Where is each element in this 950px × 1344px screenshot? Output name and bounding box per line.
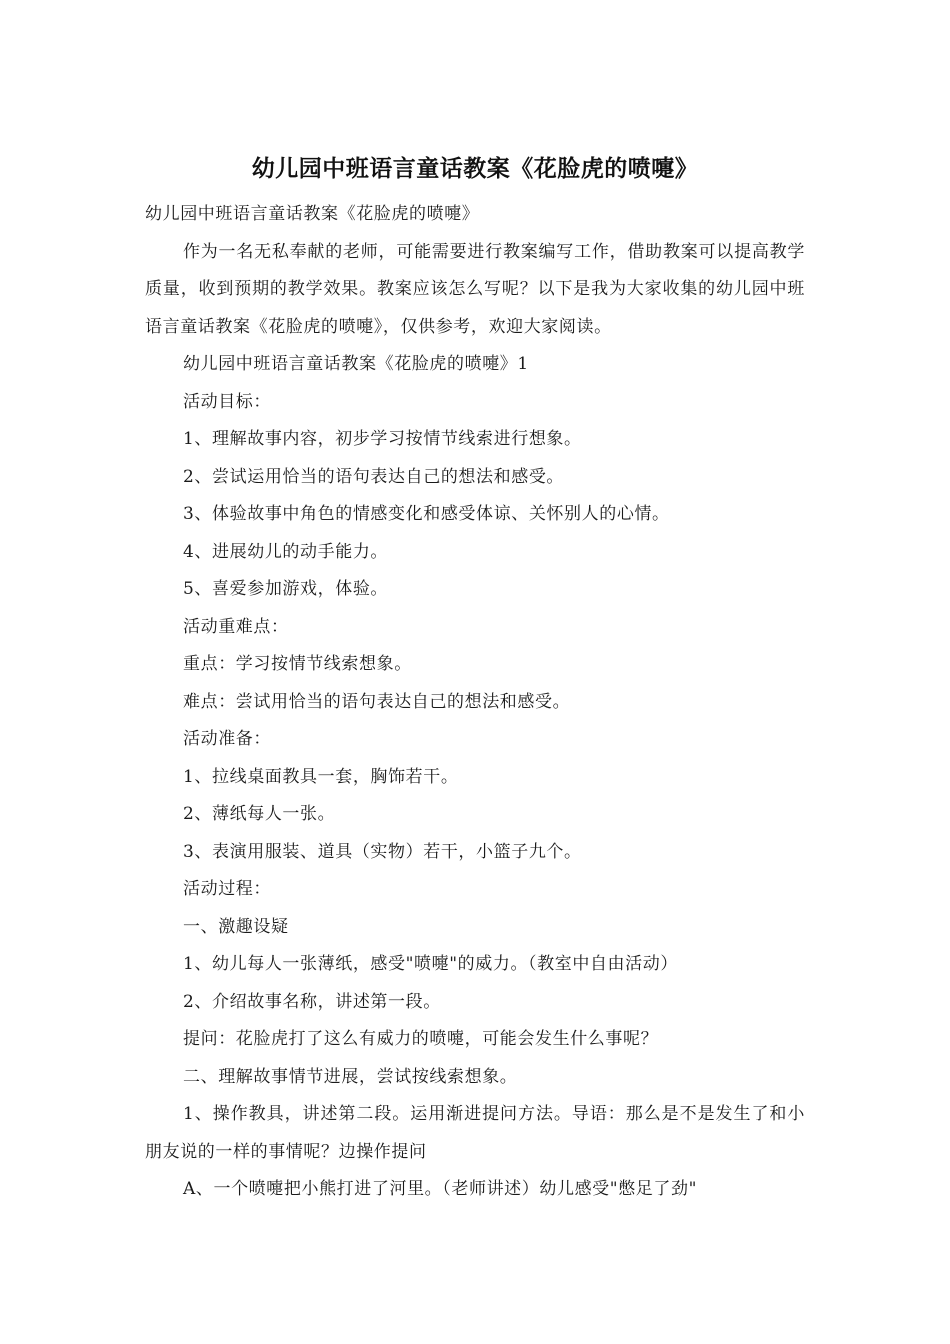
step1-item: 提问：花脸虎打了这么有威力的喷嚏，可能会发生什么事呢？ xyxy=(183,1029,659,1049)
goal-item: 3、体验故事中角色的情感变化和感受体谅、关怀别人的心情。 xyxy=(183,504,670,524)
key-point: 重点：学习按情节线索想象。 xyxy=(183,654,412,674)
step1-item: 2、介绍故事名称，讲述第一段。 xyxy=(183,991,441,1012)
document-body xyxy=(145,196,805,1209)
prep-heading: 活动准备： xyxy=(183,729,271,749)
key-points-heading: 活动重难点： xyxy=(183,616,289,637)
step2-heading: 二、理解故事情节进展，尝试按线索想象。 xyxy=(183,1066,518,1087)
document-subtitle: 幼儿园中班语言童话教案《花脸虎的喷嚏》 xyxy=(145,204,480,224)
prep-item: 1、拉线桌面教具一套，胸饰若干。 xyxy=(183,766,459,787)
goal-item: 2、尝试运用恰当的语句表达自己的想法和感受。 xyxy=(183,466,565,487)
prep-item: 3、表演用服装、道具（实物）若干，小篮子九个。 xyxy=(183,841,582,862)
step2-paragraph: 1、操作教具，讲述第二段。运用渐进提问方法。导语：那么是不是发生了和小朋友说的一样的事情呢？边操作提问 xyxy=(145,1104,805,1162)
prep-item: 2、薄纸每人一张。 xyxy=(183,804,336,824)
goal-item: 4、进展幼儿的动手能力。 xyxy=(183,541,389,562)
goal-item: 1、理解故事内容，初步学习按情节线索进行想象。 xyxy=(183,429,582,449)
difficult-point: 难点：尝试用恰当的语句表达自己的想法和感受。 xyxy=(183,691,571,712)
document-title: 幼儿园中班语言童话教案《花脸虎的喷嚏》 xyxy=(251,156,699,182)
step1-item: 1、幼儿每人一张薄纸，感受"喷嚏"的威力。（教室中自由活动） xyxy=(183,954,678,974)
step1-heading: 一、激趣设疑 xyxy=(183,916,289,937)
step2-item-a: A、一个喷嚏把小熊打进了河里。（老师讲述）幼儿感受"憋足了劲" xyxy=(183,1179,698,1199)
section-heading: 幼儿园中班语言童话教案《花脸虎的喷嚏》1 xyxy=(183,354,529,374)
process-heading: 活动过程： xyxy=(183,879,271,899)
goal-item: 5、喜爱参加游戏，体验。 xyxy=(183,579,389,599)
intro-paragraph: 作为一名无私奉献的老师，可能需要进行教案编写工作，借助教案可以提高教学质量，收到预期的教学效果。教案应该怎么写呢？以下是我为大家收集的幼儿园中班语言童话教案《花脸虎的喷嚏》，仅供参考，欢迎大家阅读。 xyxy=(145,241,805,337)
goals-heading: 活动目标： xyxy=(183,391,271,412)
